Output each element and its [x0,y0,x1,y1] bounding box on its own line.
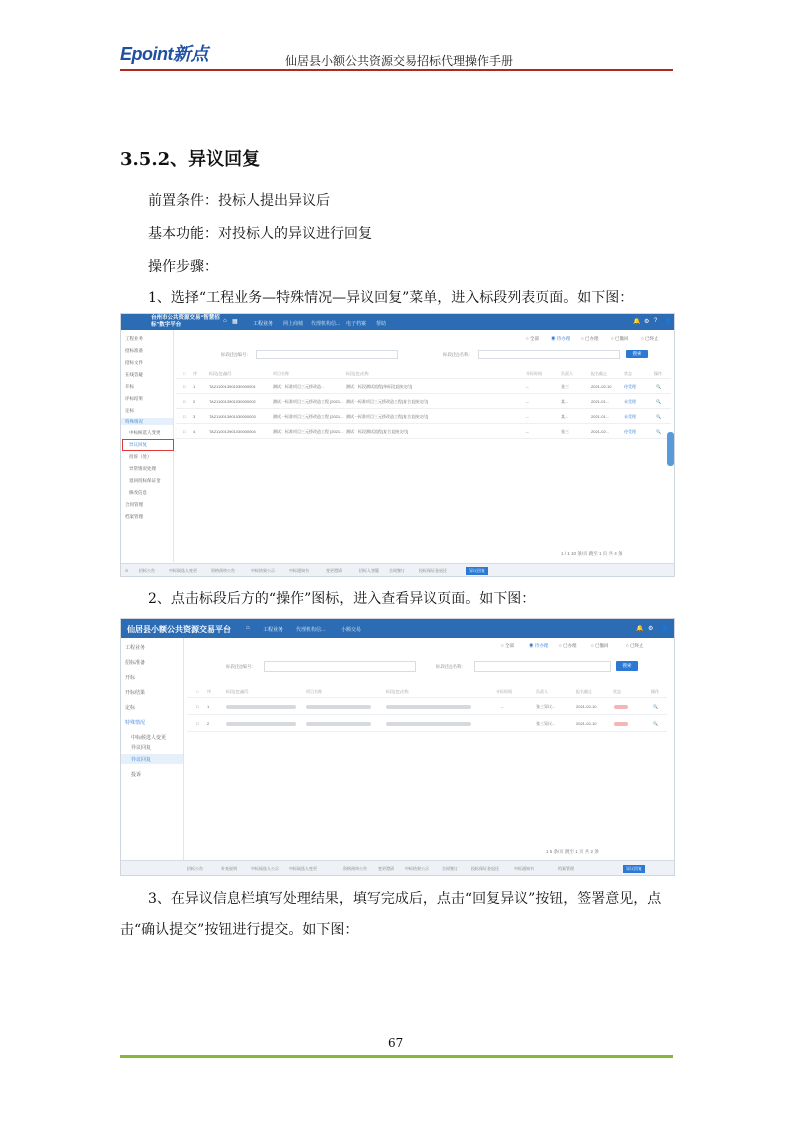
top-navbar [121,619,674,638]
sidebar-subitem[interactable]: 投诉 [131,772,142,778]
sidebar-item[interactable]: 档案管理 [125,514,143,519]
sidebar-subitem[interactable]: 异常情况处理 [129,466,156,471]
tab-home-icon[interactable]: ⊙ [125,568,129,573]
search-label-name: 标段(包)名称： [443,352,473,357]
sidebar-item[interactable]: 在线答疑 [125,372,143,377]
step-3-text: 3、在异议信息栏填写处理结果，填写完成后，点击“回复异议”按钮，签署意见，点 [148,891,662,907]
tab-item[interactable]: 中标通知书 [514,866,534,871]
search-label-name: 标段(包)名称： [436,664,466,669]
tab-item[interactable]: 中标候选人变更 [169,568,197,573]
col-project: 项目名称 [273,371,289,376]
sidebar-item[interactable]: 工程业务 [125,336,143,341]
steps-label: 操作步骤： [148,259,218,275]
nav-agency[interactable]: 代理机构信... [296,627,326,633]
col-project: 项目名称 [306,689,322,694]
sidebar-item-special[interactable]: 特殊情况 [125,419,143,424]
home-icon[interactable]: ⌂ [223,318,227,324]
side-float-tab[interactable] [667,432,674,466]
col-code: 标段(包)编号 [209,371,232,376]
bell-icon[interactable]: 🔔 [633,319,641,325]
footer-divider [120,1055,673,1058]
pagination[interactable]: 1 5 条/页 跳至 1 页 共 2 条 [546,849,599,854]
sidebar-subitem[interactable]: 投诉（处） [129,454,152,459]
col-status: 状态 [624,371,632,376]
pagination[interactable]: 1 / 1 10 条/页 跳至 1 页 共 4 条 [561,551,623,556]
col-code: 标段(包)编号 [226,689,249,694]
platform-brand: 台州市公共资源交易“智慧招标”数字平台 [151,315,220,328]
page-number: 67 [388,1036,404,1050]
bell-icon[interactable]: 🔔 [636,626,644,632]
tab-item[interactable]: 补充说明 [221,866,237,871]
precondition-text: 前置条件：投标人提出异议后 [148,193,330,209]
header-divider [120,69,673,71]
tab-item[interactable]: 变更澄清 [378,866,394,871]
filter-radio-withdrawn[interactable]: ○ 已撤回 [611,336,629,341]
view-objection-icon[interactable]: 🔍 [656,384,661,389]
sidebar-subitem[interactable]: 退回投标保证金 [129,478,161,483]
top-navbar [121,314,674,330]
col-no: 序 [193,371,197,376]
nav-archive[interactable]: 电子档案 [346,321,367,327]
sidebar-subitem[interactable]: 异议回复 [131,745,152,751]
tab-item[interactable]: 变更澄清 [326,568,342,573]
nav-small-trade[interactable]: 小额交易 [341,627,362,633]
gear-icon[interactable]: ⚙ [648,626,654,632]
highlight-box [122,439,174,451]
tab-item[interactable]: 档案管理 [558,866,574,871]
view-objection-icon[interactable]: 🔍 [653,704,658,709]
filter-radio-done[interactable]: ○ 已办理 [581,336,599,341]
col-section: 标段(包)名称 [346,371,369,376]
company-logo: Epoint新点 [120,44,208,64]
nav-engineering[interactable]: 工程业务 [253,321,274,327]
sidebar-subitem[interactable]: 中标候选人变更 [131,735,167,741]
sidebar-item[interactable]: 合同管理 [125,502,143,507]
sidebar-item[interactable]: 招标准备 [125,348,143,353]
sidebar-item[interactable]: 招标准备 [125,660,146,666]
tab-item[interactable]: 合同签订 [442,866,458,871]
bottom-tabbar [121,563,674,577]
filter-radio-all[interactable]: ○ 全部 [501,643,514,648]
search-input-name[interactable] [478,350,620,359]
sidebar-item[interactable]: 开标 [125,384,134,389]
sidebar-item-special[interactable]: 特殊情况 [125,720,146,726]
sidebar-item[interactable]: 开标结果 [125,690,146,696]
col-open-time: 开标时间 [526,371,542,376]
tab-item[interactable]: 合同签订 [389,568,405,573]
tab-item[interactable]: 招标公告 [139,568,155,573]
view-objection-icon[interactable]: 🔍 [656,429,661,434]
search-input-code[interactable] [256,350,398,359]
document-title: 仙居县小额公共资源交易招标代理操作手册 [285,54,514,68]
col-action: 操作 [651,689,659,694]
user-icon[interactable]: 👤 [661,626,669,632]
sidebar-item[interactable]: 定标 [125,408,134,413]
col-manager: 负责人 [561,371,573,376]
filter-radio-all[interactable]: ○ 全部 [526,336,539,341]
sidebar-item[interactable]: 工程业务 [125,645,146,651]
platform-brand: 仙居县小额公共资源交易平台 [127,625,231,634]
col-status: 状态 [613,689,621,694]
filter-radio-done[interactable]: ○ 已办理 [559,643,577,648]
filter-radio-terminated[interactable]: ○ 已终止 [641,336,659,341]
sidebar-item[interactable]: 定标 [125,705,136,711]
help-icon[interactable]: ? [654,318,658,324]
user-icon[interactable]: 👤 [664,319,672,325]
step-1-text: 1、选择“工程业务—特殊情况—异议回复”菜单，进入标段列表页面。如下图： [148,290,634,306]
search-button[interactable]: 搜索 [616,661,638,671]
sidebar-subitem[interactable]: 中标候选人变更 [129,430,161,435]
filter-radio-terminated[interactable]: ○ 已终止 [626,643,644,648]
sidebar-subitem-objection-reply[interactable]: 异议回复 [129,442,147,447]
screenshot-bid-section-list: 台州市公共资源交易“智慧招标”数字平台 ⌂ ▦ 工程业务 网上商城 代理机构信... 电子档案 帮助 🔔 ⚙ ? 👤 工程业务 招标准备 招标文件 在线答疑 开标 评标结果 定标 特殊情况 中标候选人变更 异议回复 投诉（处） 异常情况处理 退回投标保证金 修改信息 合同管理 档案管理 ○ 全部 ◉ 待办理 ○ 已办理 ○ 已撤回 ○ 已终止 标段(包)编号： 标段(包)名称： 搜索 □ 序 标段(包)编号 项目名称 标段(包)名称 开标时间 负责人 报名截止 状态 操作 □ 1 TA2110013901030000001 测试：标准项目三元桥改造... 测试：标段测试流程[单标段直接交付] -- 张三 2021-02-10 待受理 🔍 □ 2 TA2110013901030000002 测试一标准项目三元桥改造工程 [2021... 测试一标准项目三元桥改造工程[复合直接交付] -- 某... 2021-01... 未受理 🔍 □ 3 TA2110013901030000003 测试一标准项目三元桥改造工程 [2021... 测试一标准项目三元桥改造工程[复合直接交付] -- 某... 2021-01... 未受理 🔍 □ 4 TA2110013901030000004 测试：标准项目三元桥改造工程 [2021... 测试：标段测试流程[复合直接交付] -- 张三 2021-02... 待受理 🔍 1 / 1 10 条/页 跳至 1 页 共 4 条 ⊙ 招标公告 中标候选人变更 资格预审公告 中标结果公示 中标通知书 变更澄清 招标人答疑 合同签订 投标保证金退还 异议回复 [120,313,675,577]
search-input-code[interactable] [264,661,416,672]
filter-radio-pending[interactable]: ◉ 待办理 [551,336,571,341]
col-no: 序 [207,689,211,694]
home-icon[interactable]: ⌂ [246,625,250,631]
sidebar-subitem[interactable]: 修改信息 [129,490,147,495]
bottom-tabbar [121,860,674,876]
sidebar-item[interactable]: 招标文件 [125,360,143,365]
tab-item[interactable]: 中标候选人公示 [251,866,279,871]
view-objection-icon[interactable]: 🔍 [653,721,658,726]
nav-help[interactable]: 帮助 [376,321,387,327]
tab-item-active[interactable]: 异议回复 [466,567,488,575]
tab-item[interactable]: 招标人答疑 [359,568,379,573]
nav-engineering[interactable]: 工程业务 [263,627,284,633]
step-3-text-cont: 击“确认提交”按钮进行提交。如下图： [120,922,359,938]
gear-icon[interactable]: ⚙ [644,319,650,325]
col-manager: 负责人 [536,689,548,694]
search-button[interactable]: 搜索 [626,350,648,358]
function-text: 基本功能：对投标人的异议进行回复 [148,226,372,242]
tab-item[interactable]: 招标公告 [187,866,203,871]
view-objection-icon[interactable]: 🔍 [656,399,661,404]
search-label-code: 标段(包)编号： [221,352,251,357]
grid-icon[interactable]: ▦ [232,319,238,325]
tab-item[interactable]: 资格预审公告 [343,866,367,871]
filter-radio-pending[interactable]: ◉ 待办理 [529,643,549,648]
view-objection-icon[interactable]: 🔍 [656,414,661,419]
col-deadline: 报名截止 [576,689,592,694]
screenshot-objection-view: 仙居县小额公共资源交易平台 ⌂ 工程业务 代理机构信... 小额交易 🔔 ⚙ 👤 工程业务 招标准备 开标 开标结果 定标 特殊情况 中标候选人变更 异议回复 异议回复 投诉 ○ 全部 ◉ 待办理 ○ 已办理 ○ 已撤回 ○ 已终止 标段(包)编号： 标段(包)名称： 搜索 □ 序 标段(包)编号 项目名称 标段(包)名称 开标时间 负责人 报名截止 状态 操作 □ 1 -- 张三异议... 2021-02-10 🔍 □ 2 张三异议... 2021-02-10 🔍 1 5 条/页 跳至 1 页 共 2 条 招标公告 补充说明 中标候选人公示 中标候选人变更 资格预审公告 变更澄清 中标结果公示 合同签订 投标保证金退还 中标通知书 档案管理 异议回复 [120,618,675,876]
nav-agency[interactable]: 代理机构信... [311,321,341,327]
sidebar-subitem-objection-reply[interactable]: 异议回复 [131,757,152,763]
filter-radio-withdrawn[interactable]: ○ 已撤回 [591,643,609,648]
sidebar-item[interactable]: 开标 [125,675,136,681]
section-heading: 3.5.2、异议回复 [120,149,261,170]
sidebar-item[interactable]: 评标结果 [125,396,143,401]
search-input-name[interactable] [474,661,611,672]
tab-item[interactable]: 中标结果公示 [405,866,429,871]
col-deadline: 报名截止 [591,371,607,376]
tab-item[interactable]: 资格预审公告 [211,568,235,573]
col-open-time: 开标时间 [496,689,512,694]
col-section: 标段(包)名称 [386,689,409,694]
tab-item[interactable]: 中标结果公示 [251,568,275,573]
tab-item[interactable]: 投标保证金退还 [471,866,499,871]
tab-item[interactable]: 中标通知书 [289,568,309,573]
tab-item[interactable]: 投标保证金退还 [419,568,447,573]
search-label-code: 标段(包)编号： [226,664,256,669]
nav-mall[interactable]: 网上商城 [283,321,304,327]
tab-item[interactable]: 中标候选人变更 [289,866,317,871]
step-2-text: 2、点击标段后方的“操作”图标，进入查看异议页面。如下图： [148,591,536,607]
col-action: 操作 [654,371,662,376]
tab-item-active[interactable]: 异议回复 [623,865,645,873]
sidebar-menu [121,638,184,860]
